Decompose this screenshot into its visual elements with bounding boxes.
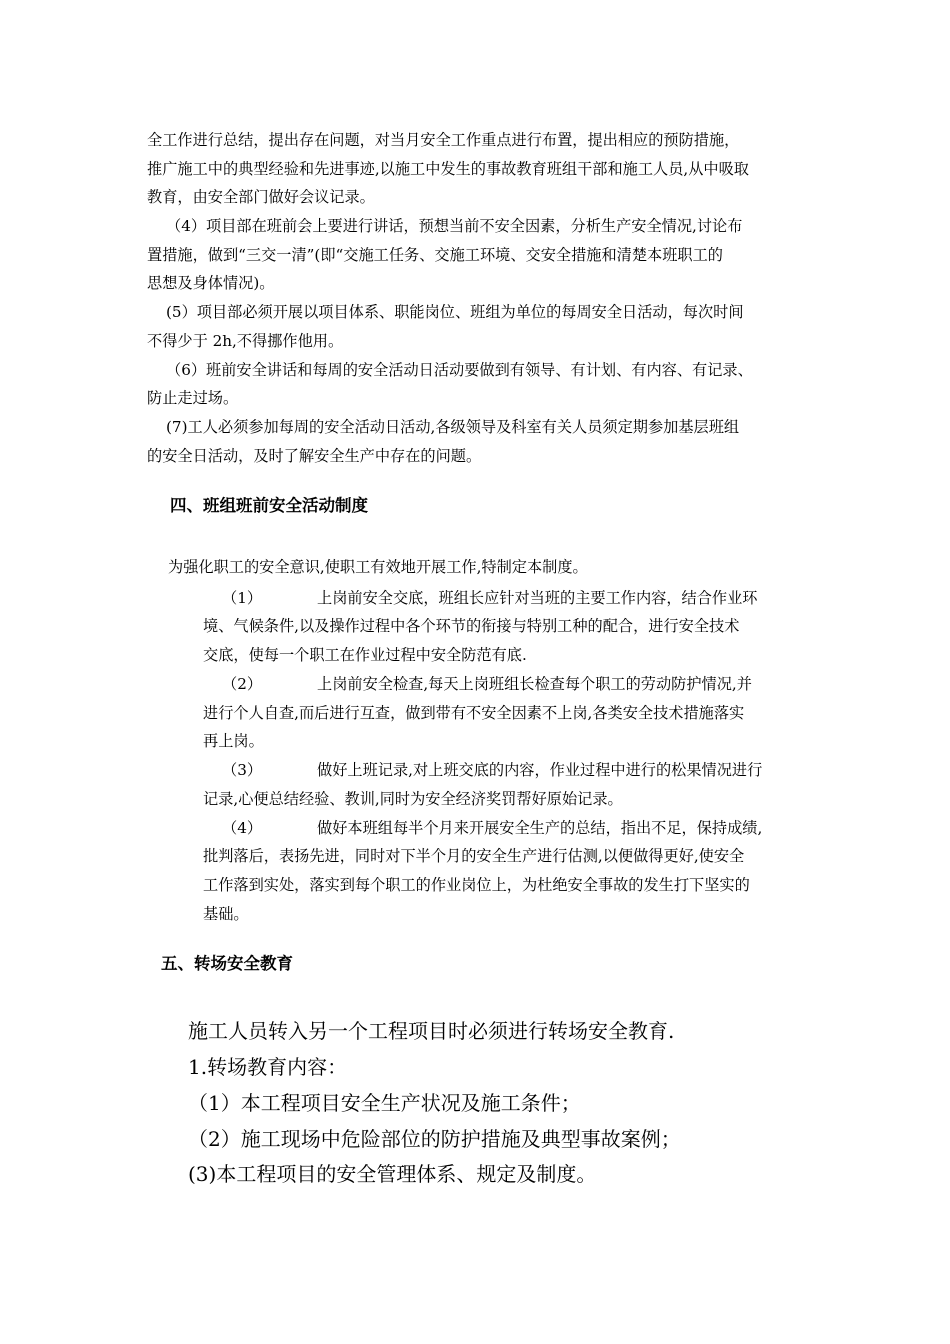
- item-line: 交底，使每一个职工在作业过程中安全防范有底.: [203, 646, 527, 664]
- paragraph-line: （4）项目部在班前会上要进行讲话，预想当前不安全因素，分析生产安全情况,讨论布: [166, 217, 743, 235]
- section-line: 1.转场教育内容：: [188, 1055, 348, 1079]
- item-line: 基础。: [203, 905, 249, 923]
- item-number: （3）: [222, 761, 263, 779]
- item-line: 境、气候条件,以及操作过程中各个环节的衔接与特别工种的配合，进行安全技术: [203, 617, 740, 635]
- item-line: 上岗前安全交底，班组长应针对当班的主要工作内容，结合作业环: [317, 589, 758, 607]
- section-line: （2）施工现场中危险部位的防护措施及典型事故案例；: [188, 1127, 681, 1151]
- paragraph-line: 教育，由安全部门做好会议记录。: [147, 188, 375, 206]
- item-line: 批判落后，表扬先进，同时对下半个月的安全生产进行估测,以便做得更好,使安全: [203, 847, 745, 865]
- section-line: 施工人员转入另一个工程项目时必须进行转场安全教育.: [188, 1019, 675, 1043]
- section-heading: 四、班组班前安全活动制度: [170, 496, 368, 515]
- item-line: 再上岗。: [203, 732, 264, 750]
- item-line: 记录,心便总结经验、教训,同时为安全经济奖罚帮好原始记录。: [203, 790, 623, 808]
- paragraph-line: 思想及身体情况)。: [147, 274, 275, 292]
- paragraph-line: 置措施，做到“三交一清”(即“交施工任务、交施工环境、交安全措施和清楚本班职工的: [147, 246, 723, 264]
- item-line: 上岗前安全检查,每天上岗班组长检查每个职工的劳动防护情况,并: [317, 675, 752, 693]
- paragraph-line: 防止走过场。: [147, 389, 239, 407]
- paragraph-line: （6）班前安全讲话和每周的安全活动日活动要做到有领导、有计划、有内容、有记录、: [166, 361, 753, 379]
- item-line: 工作落到实处，落实到每个职工的作业岗位上，为杜绝安全事故的发生打下坚实的: [203, 876, 750, 894]
- item-number: （2）: [222, 675, 263, 693]
- item-line: 做好本班组每半个月来开展安全生产的总结，指出不足，保持成绩,: [317, 819, 763, 837]
- paragraph-line: (7)工人必须参加每周的安全活动日活动,各级领导及科室有关人员须定期参加基层班组: [166, 418, 740, 436]
- paragraph-line: 不得少于 2h,不得挪作他用。: [147, 332, 344, 350]
- section-line: （1）本工程项目安全生产状况及施工条件；: [188, 1091, 581, 1115]
- section-line: (3)本工程项目的安全管理体系、规定及制度。: [188, 1162, 597, 1186]
- section-intro: 为强化职工的安全意识,使职工有效地开展工作,特制定本制度。: [168, 558, 588, 576]
- item-number: （1）: [222, 589, 263, 607]
- paragraph-line: 全工作进行总结，提出存在问题，对当月安全工作重点进行布置，提出相应的预防措施，: [147, 131, 740, 149]
- item-line: 做好上班记录,对上班交底的内容，作业过程中进行的松果情况进行: [317, 761, 763, 779]
- item-line: 进行个人自查,而后进行互查，做到带有不安全因素不上岗,各类安全技术措施落实: [203, 704, 745, 722]
- paragraph-line: 的安全日活动，及时了解安全生产中存在的问题。: [147, 447, 482, 465]
- paragraph-line: 推广施工中的典型经验和先进事迹,以施工中发生的事故教育班组干部和施工人员,从中吸取: [147, 160, 749, 178]
- paragraph-line: (5）项目部必须开展以项目体系、职能岗位、班组为单位的每周安全日活动，每次时间: [166, 303, 744, 321]
- section-heading: 五、转场安全教育: [161, 954, 293, 973]
- item-number: （4）: [222, 819, 263, 837]
